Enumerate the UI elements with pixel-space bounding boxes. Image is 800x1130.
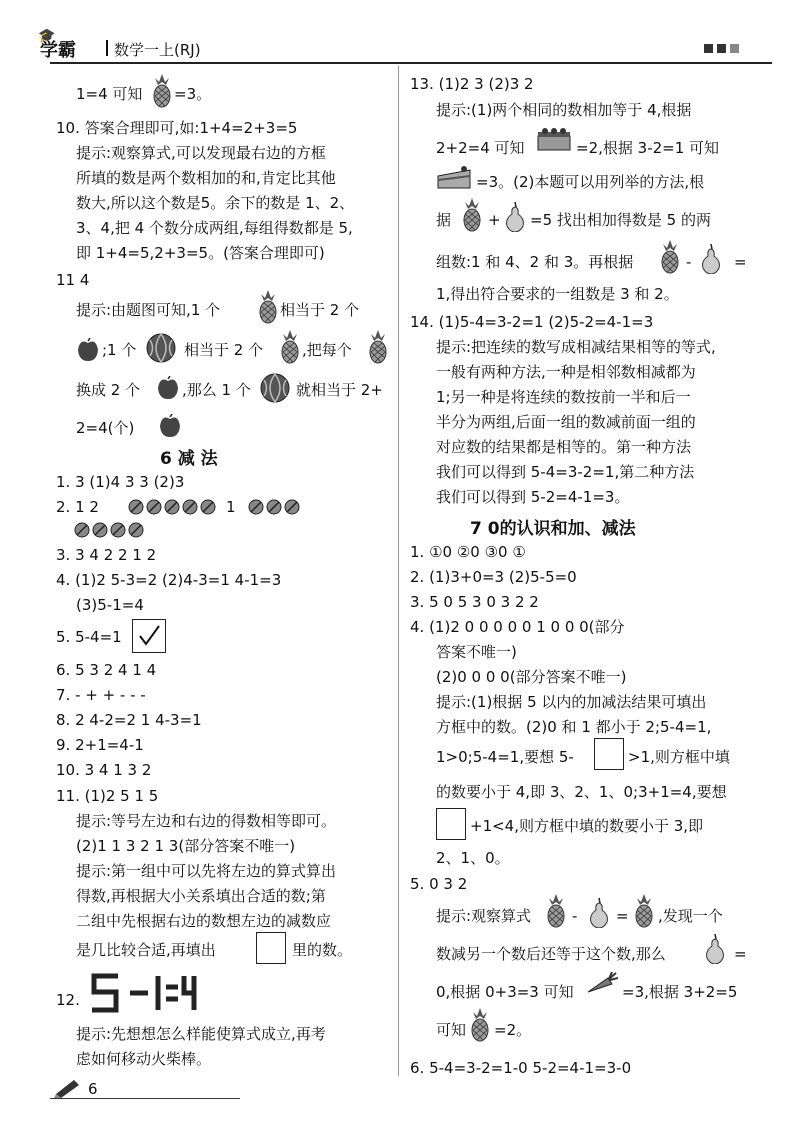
answer-line: 答案不唯一) [436,643,517,661]
crossed-ball-icon [92,522,108,538]
header-square-icon [717,44,726,53]
hint-line: 0,根据 0+3=3 可知 [436,983,574,1001]
hint-line: =2。 [494,1021,532,1039]
answer-line: 14. (1)5-4=3-2=1 (2)5-2=4-1=3 [410,313,654,331]
hint-line: 半分为两组,后面一组的数减前面一组的 [436,413,696,431]
hint-line: 2、1、0。 [436,849,510,867]
pear-icon [504,202,526,232]
pineapple-icon [280,330,300,364]
answer-line: 2. 1 2 [56,498,99,516]
text-line: 10. 答案合理即可,如:1+4=2+3=5 [56,119,298,137]
hint-line: 2+2=4 可知 [436,139,525,157]
answer-line: 3. 5 0 5 3 0 3 2 2 [410,593,539,611]
hint-line: 相当于 2 个 [184,341,264,359]
column-divider [398,66,399,1076]
hint-line: 二组中先根据右边的数想左边的减数应 [76,912,332,930]
hint-line: 3、4,把 4 个数分成两组,每组得数都是 5, [76,219,353,237]
pencil-icon [52,1076,82,1098]
check-box [132,619,166,653]
hint-line: 1>0;5-4=1,要想 5- [436,748,574,766]
answer-line: 13. (1)2 3 (2)3 2 [410,75,534,93]
hint-line: =3。(2)本题可以用列举的方法,根 [476,173,705,191]
text-line: 11 4 [56,271,90,289]
answer-line: 1. ①0 ②0 ③0 ① [410,543,526,561]
page-number: 6 [88,1080,98,1098]
answer-line: 6. 5-4=3-2=1-0 5-2=4-1=3-0 [410,1059,632,1077]
hint-line: 所填的数是两个数相加的和,肯定比其他 [76,169,336,187]
header-separator [106,40,108,56]
crossed-ball-icon [146,499,162,515]
hint-line: - [686,253,692,271]
hint-line: 提示:(1)根据 5 以内的加减法结果可填出 [436,693,707,711]
hint-line: 1,得出符合要求的一组数是 3 和 2。 [436,285,679,303]
pear-icon [704,934,726,964]
hint-line: 换成 2 个 [76,381,141,399]
hint-line: =2,根据 3-2=1 可知 [576,139,720,157]
hint-line: 提示:观察算式,可以发现最右边的方框 [76,144,326,162]
hint-line: 2=4(个) [76,419,135,437]
pineapple-icon [546,894,566,928]
hint-line: =3,根据 3+2=5 [622,983,738,1001]
mortarboard-icon: 🎓 [38,28,56,44]
hint-line: 是几比较合适,再填出 [76,941,216,959]
hint-line: ,发现一个 [658,907,723,925]
hint-line: = [734,253,747,271]
answer-line: (2)1 1 3 2 1 3(部分答案不唯一) [76,837,296,855]
answer-line: 4. (1)2 5-3=2 (2)4-3=1 4-1=3 [56,571,282,589]
matchstick-equation-icon [88,972,198,1016]
pineapple-icon [634,894,654,928]
hint-line: ,把每个 [302,341,352,359]
crossed-ball-icon [200,499,216,515]
hint-line: 数减另一个数后还等于这个数,那么 [436,945,666,963]
watermelon-icon [260,373,290,403]
pineapple-icon [152,74,172,108]
header-subject: 数学一上(RJ) [114,41,201,59]
hint-line: = [616,907,629,925]
footer-rule [50,1098,240,1099]
answer-box [436,808,466,840]
watermelon-icon [146,333,176,363]
header-square-icon [704,44,713,53]
header-rule [50,62,772,64]
answer-line: 6. 5 3 2 4 1 4 [56,661,157,679]
answer-line: 10. 3 4 1 3 2 [56,761,152,779]
pear-icon [588,898,610,928]
apple-icon [156,376,180,400]
hint-line: 提示:等号左边和右边的得数相等即可。 [76,812,337,830]
carrot-icon [584,972,618,996]
pineapple-icon [470,1008,490,1042]
hint-line: 提示:观察算式 [436,907,532,925]
hint-line: 提示:先想想怎么样能使算式成立,再考 [76,1025,326,1043]
check-mark-icon [133,620,165,652]
hint-line: 里的数。 [292,941,353,959]
page-header [38,28,770,62]
brand-logo: 学霸 [40,40,76,61]
cake-slice-icon [436,166,472,190]
hint-line: 据 [436,211,452,229]
hint-line: ,那么 1 个 [182,381,251,399]
answer-line: 1. 3 (1)4 3 3 (2)3 [56,473,185,491]
hint-line: - [572,907,578,925]
answer-line: (2)0 0 0 0(部分答案不唯一) [436,668,627,686]
answer-line: 1 [226,498,236,516]
hint-line: 提示:把连续的数写成相减结果相等的等式, [436,338,716,356]
hint-line: 即 1+4=5,2+3=5。(答案合理即可) [76,244,325,262]
hint-line: = [734,945,747,963]
pear-icon [700,244,722,274]
hint-line: 我们可以得到 5-4=3-2=1,第二种方法 [436,463,695,481]
pineapple-icon [368,330,388,364]
hint-line: 的数要小于 4,即 3、2、1、0;3+1=4,要想 [436,783,727,801]
hint-line: 对应数的结果都是相等的。第一种方法 [436,438,692,456]
hint-line: ;1 个 [102,341,137,359]
crossed-ball-icon [128,522,144,538]
answer-line: 8. 2 4-2=2 1 4-3=1 [56,711,202,729]
answer-line: 5. 5-4=1 [56,628,122,646]
apple-icon [158,414,182,438]
hint-line: 提示:第一组中可以先将左边的算式算出 [76,862,337,880]
pineapple-icon [462,198,482,232]
hint-line: 1;另一种是将连续的数按前一半和后一 [436,388,691,406]
hint-line: 方框中的数。(2)0 和 1 都小于 2;5-4=1, [436,718,712,736]
crossed-ball-icon [110,522,126,538]
pineapple-icon [660,240,680,274]
hint-line: 得数,再根据大小关系填出合适的数;第 [76,887,326,905]
text-line: 1=4 可知 [76,85,143,103]
pineapple-icon [258,290,278,324]
hint-line: 一般有两种方法,一种是相邻数相减都为 [436,363,696,381]
cake-icon [536,128,572,152]
hint-line: 虑如何移动火柴棒。 [76,1050,212,1068]
answer-line: (3)5-1=4 [76,596,144,614]
answer-line: 3. 3 4 2 2 1 2 [56,546,157,564]
hint-line: 提示:由题图可知,1 个 [76,301,221,319]
hint-line: 相当于 2 个 [280,301,360,319]
answer-line: 4. (1)2 0 0 0 0 0 1 0 0 0(部分 [410,618,625,636]
hint-line: 可知 [436,1021,467,1039]
hint-line: 我们可以得到 5-2=4-1=3。 [436,488,630,506]
answer-line: 12. [56,991,80,1009]
crossed-ball-icon [164,499,180,515]
crossed-ball-icon [248,499,264,515]
hint-line: =5 找出相加得数是 5 的两 [530,211,711,229]
answer-line: 7. - + + - - - [56,686,146,704]
crossed-ball-icon [128,499,144,515]
section-title: 7 0的认识和加、减法 [470,519,636,539]
hint-line: 数大,所以这个数是5。余下的数是 1、2、 [76,194,355,212]
answer-box [256,932,286,964]
crossed-ball-icon [182,499,198,515]
hint-line: + [488,211,501,229]
answer-line: 5. 0 3 2 [410,875,468,893]
hint-line: +1<4,则方框中填的数要小于 3,即 [470,817,704,835]
hint-line: 就相当于 2+ [296,381,383,399]
hint-line: 组数:1 和 4、2 和 3。再根据 [436,253,634,271]
hint-line: >1,则方框中填 [628,748,730,766]
apple-icon [76,338,100,362]
answer-box [594,738,624,770]
answer-line: 2. (1)3+0=3 (2)5-5=0 [410,568,577,586]
answer-line: 11. (1)2 5 1 5 [56,787,159,805]
text-line: =3。 [174,85,212,103]
crossed-ball-icon [74,522,90,538]
answer-line: 9. 2+1=4-1 [56,736,144,754]
crossed-ball-icon [266,499,282,515]
crossed-ball-icon [284,499,300,515]
header-square-icon [730,44,739,53]
section-title: 6 减 法 [160,449,218,469]
hint-line: 提示:(1)两个相同的数相加等于 4,根据 [436,101,692,119]
